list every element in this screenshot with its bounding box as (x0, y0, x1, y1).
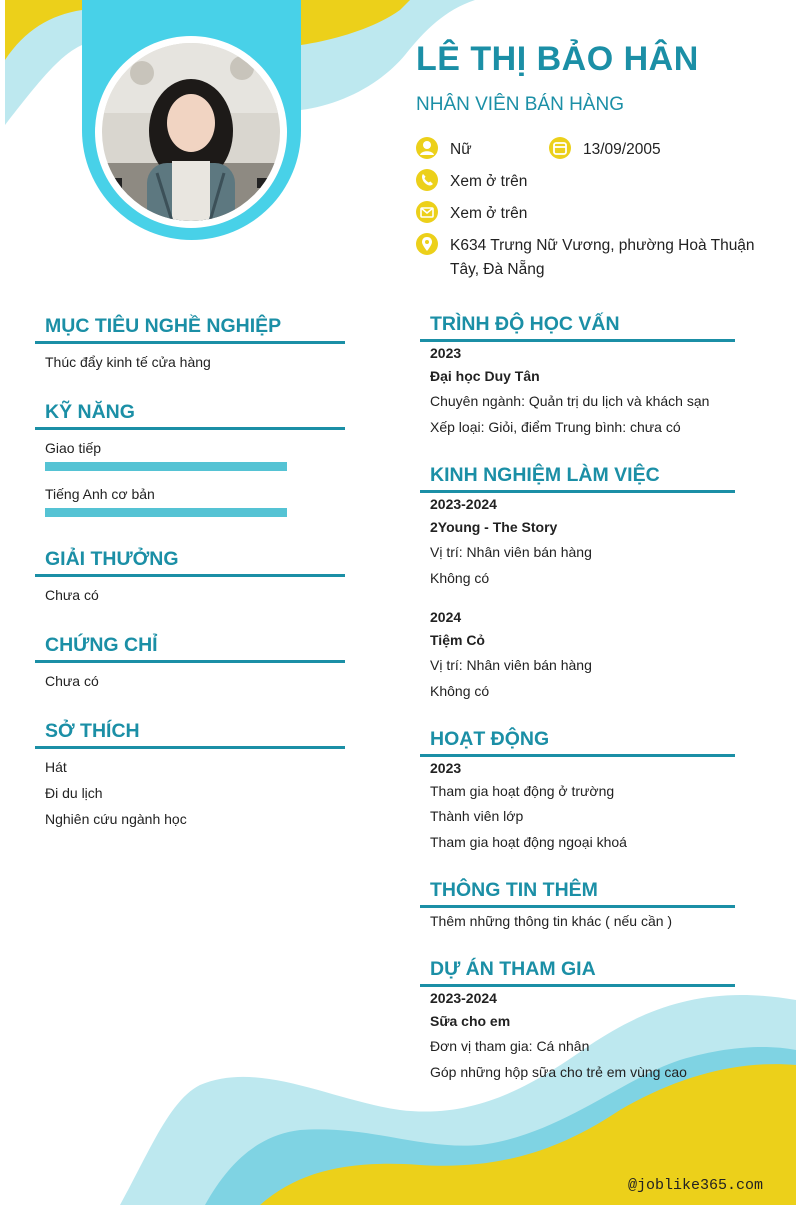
divider (35, 660, 345, 663)
activity-item: Tham gia hoạt động ngoại khoá (430, 834, 627, 850)
activity-year: 2023 (430, 760, 462, 776)
education-section (420, 309, 735, 439)
project-name: Sữa cho em (430, 1013, 511, 1029)
divider (420, 984, 735, 987)
address-line-2: Tây, Đà Nẵng (450, 261, 545, 278)
certificates-section (35, 630, 345, 690)
school-name: Đại học Duy Tân (430, 368, 540, 384)
activity-item: Tham gia hoạt động ở trường (430, 783, 615, 799)
skill-label: Tiếng Anh cơ bản (45, 486, 155, 502)
education-heading: TRÌNH ĐỘ HỌC VẤN (430, 313, 620, 335)
activity-item: Thành viên lớp (430, 808, 524, 824)
email-row (416, 201, 746, 225)
avatar (102, 43, 280, 221)
skill-level-bar (45, 462, 287, 471)
projects-section (420, 954, 735, 1084)
hobby-item: Đi du lịch (45, 785, 103, 801)
job-title: NHÂN VIÊN BÁN HÀNG (416, 94, 624, 115)
certificates-heading: CHỨNG CHỈ (45, 634, 158, 656)
awards-heading: GIẢI THƯỞNG (45, 548, 179, 570)
hobby-item: Hát (45, 759, 67, 775)
experience-heading: KINH NGHIỆM LÀM VIỆC (430, 464, 660, 486)
certificates-text: Chưa có (45, 673, 99, 689)
divider (35, 341, 345, 344)
awards-text: Chưa có (45, 587, 99, 603)
additional-info-text: Thêm những thông tin khác ( nếu cần ) (430, 913, 673, 929)
watermark: @joblike365.com (628, 1177, 764, 1194)
address-row (416, 233, 776, 283)
job-company: Tiệm Cỏ (430, 632, 485, 648)
divider (420, 754, 735, 757)
hobby-item: Nghiên cứu ngành học (45, 811, 187, 827)
gender-value: Nữ (450, 141, 472, 158)
phone-icon (416, 169, 438, 191)
education-major: Chuyên ngành: Quản trị du lịch và khách sạn (430, 393, 710, 409)
divider (420, 905, 735, 908)
job-period: 2023-2024 (430, 496, 497, 512)
project-period: 2023-2024 (430, 990, 497, 1006)
job-position: Vị trí: Nhân viên bán hàng (430, 657, 592, 673)
job-company: 2Young - The Story (430, 519, 558, 535)
address-line-1: K634 Trưng Nữ Vương, phường Hoà Thuận (450, 237, 755, 254)
projects-heading: DỰ ÁN THAM GIA (430, 958, 596, 980)
job-description: Không có (430, 570, 490, 586)
project-unit: Đơn vị tham gia: Cá nhân (430, 1038, 590, 1054)
skills-heading: KỸ NĂNG (45, 401, 135, 423)
objective-text: Thúc đẩy kinh tế cửa hàng (45, 354, 211, 370)
divider (420, 490, 735, 493)
mail-icon (416, 201, 438, 223)
skill-level-bar (45, 508, 287, 517)
activities-heading: HOẠT ĐỘNG (430, 728, 550, 750)
divider (420, 339, 735, 342)
divider (35, 746, 345, 749)
person-icon (416, 137, 438, 159)
activities-section (420, 724, 735, 854)
education-year: 2023 (430, 345, 462, 361)
experience-section (420, 460, 735, 705)
birthdate-value: 13/09/2005 (583, 141, 661, 158)
calendar-icon (549, 137, 571, 159)
job-period: 2024 (430, 609, 462, 625)
skill-label: Giao tiếp (45, 440, 102, 456)
gender-row (416, 137, 546, 161)
hobbies-heading: SỞ THÍCH (45, 720, 140, 742)
objective-heading: MỤC TIÊU NGHỀ NGHIỆP (45, 315, 282, 337)
phone-value: Xem ở trên (450, 173, 528, 190)
education-grade: Xếp loại: Giỏi, điểm Trung bình: chưa có (430, 419, 681, 435)
awards-section (35, 544, 345, 604)
divider (35, 574, 345, 577)
hobbies-section (35, 716, 345, 836)
birthdate-row (549, 137, 749, 161)
job-description: Không có (430, 683, 490, 699)
project-description: Góp những hộp sữa cho trẻ em vùng cao (430, 1064, 687, 1080)
phone-row (416, 169, 746, 193)
additional-info-heading: THÔNG TIN THÊM (430, 879, 598, 901)
job-position: Vị trí: Nhân viên bán hàng (430, 544, 592, 560)
skills-section (35, 397, 345, 522)
email-value: Xem ở trên (450, 205, 528, 222)
divider (35, 427, 345, 430)
objective-section (35, 311, 345, 371)
location-pin-icon (416, 233, 438, 255)
additional-info-section (420, 875, 735, 935)
candidate-name: LÊ THỊ BẢO HÂN (416, 40, 699, 78)
